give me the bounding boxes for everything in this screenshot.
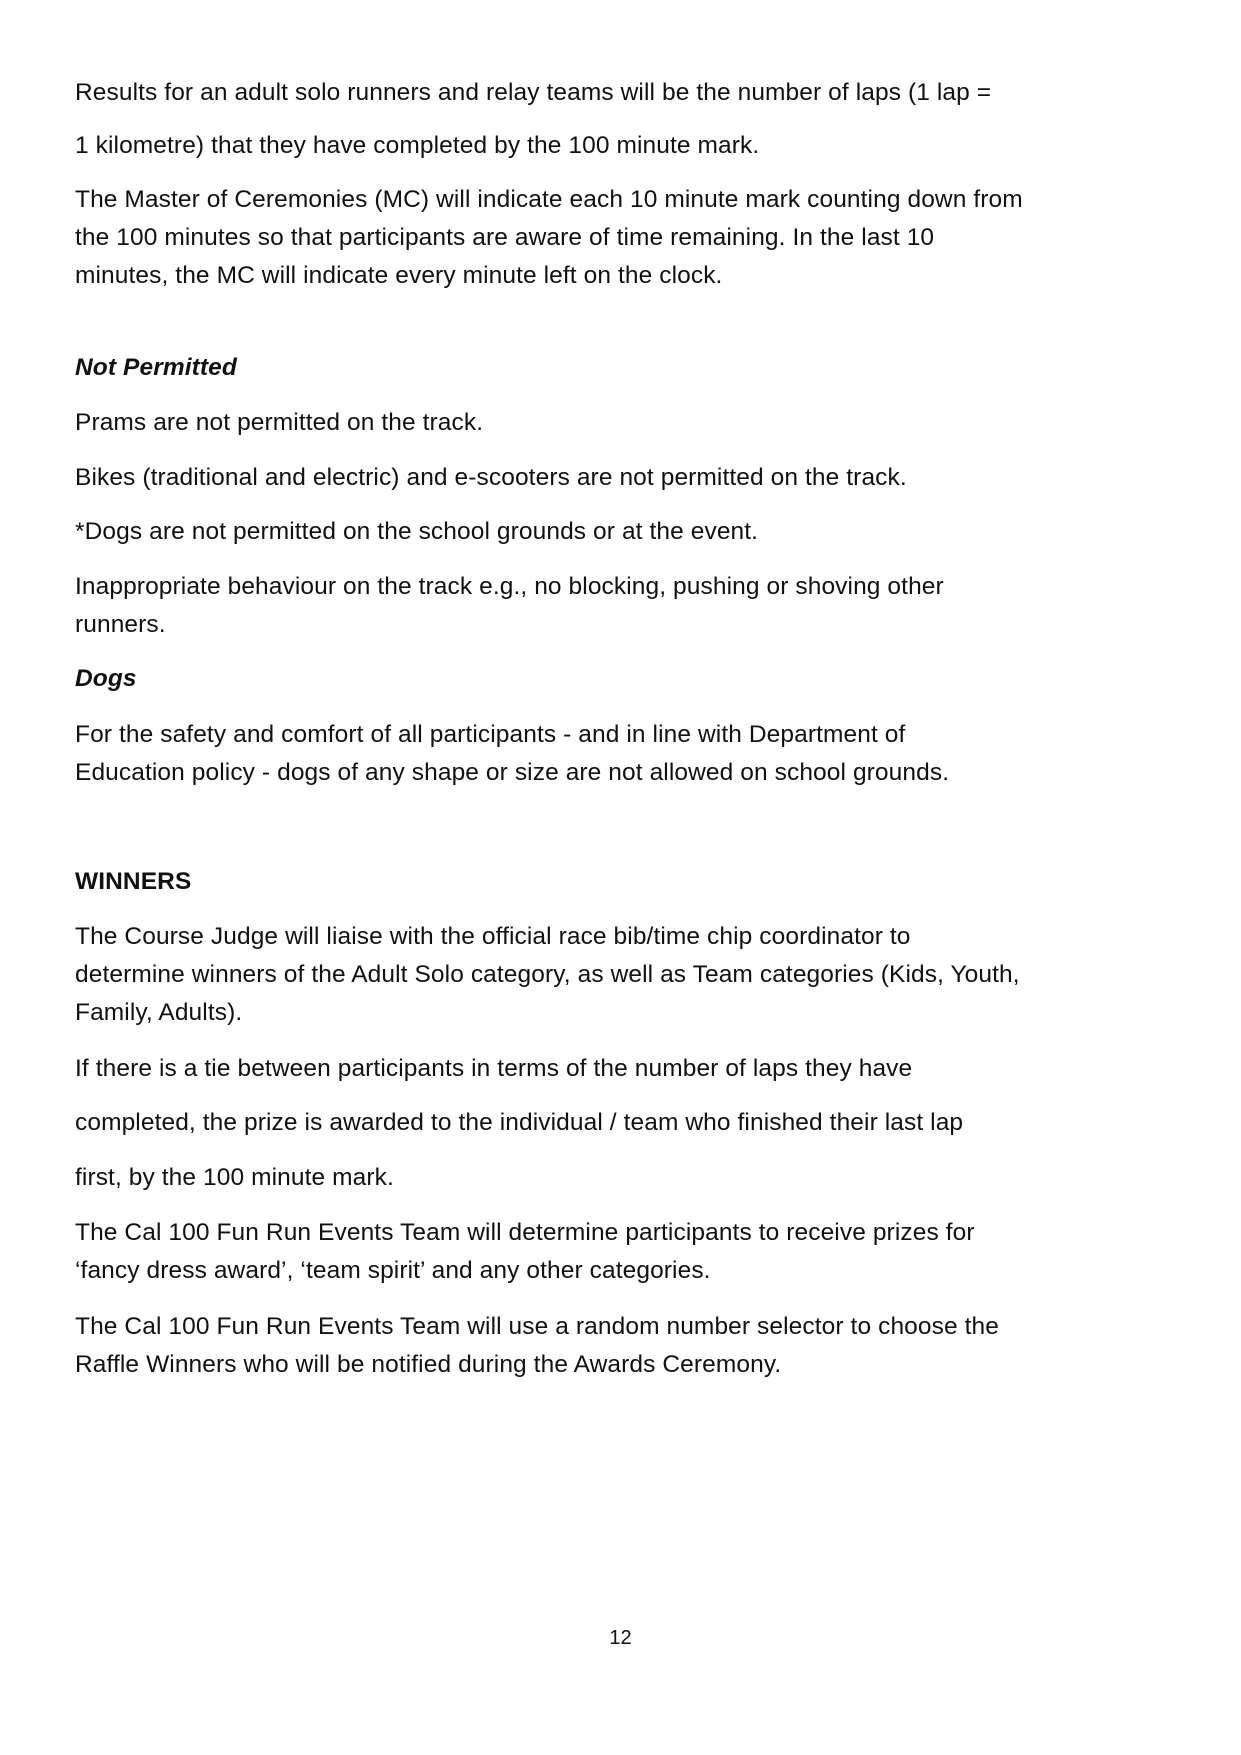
mc-paragraph-line: minutes, the MC will indicate every minute left on the clock. — [75, 262, 723, 289]
page-number: 12 — [609, 1627, 632, 1649]
not-permitted-heading: Not Permitted — [75, 354, 237, 381]
winners-paragraph-line: The Course Judge will liaise with the official race bib/time chip coordinator to — [75, 923, 911, 950]
prizes-paragraph-line: The Cal 100 Fun Run Events Team will determine participants to receive prizes for — [75, 1219, 975, 1246]
not-permitted-item: Prams are not permitted on the track. — [75, 409, 484, 436]
raffle-paragraph-line: Raffle Winners who will be notified during the Awards Ceremony. — [75, 1351, 782, 1378]
winners-paragraph-line: determine winners of the Adult Solo category, as well as Team categories (Kids, Youth, — [75, 961, 1020, 988]
results-paragraph-line: Results for an adult solo runners and relay teams will be the number of laps (1 lap = — [75, 79, 992, 106]
mc-paragraph-line: The Master of Ceremonies (MC) will indicate each 10 minute mark counting down from — [75, 186, 1023, 213]
raffle-paragraph-line: The Cal 100 Fun Run Events Team will use a random number selector to choose the — [75, 1313, 999, 1340]
tie-paragraph-line: If there is a tie between participants in terms of the number of laps they have — [75, 1055, 913, 1082]
tie-paragraph-line: completed, the prize is awarded to the individual / team who finished their last lap — [75, 1109, 964, 1136]
not-permitted-item: runners. — [75, 611, 166, 638]
mc-paragraph-line: the 100 minutes so that participants are aware of time remaining. In the last 10 — [75, 224, 935, 251]
not-permitted-item: *Dogs are not permitted on the school grounds or at the event. — [75, 518, 759, 545]
dogs-heading: Dogs — [75, 665, 137, 692]
winners-paragraph-line: Family, Adults). — [75, 999, 243, 1026]
dogs-paragraph-line: For the safety and comfort of all participants - and in line with Department of — [75, 721, 906, 748]
dogs-paragraph-line: Education policy - dogs of any shape or size are not allowed on school grounds. — [75, 759, 950, 786]
not-permitted-item: Inappropriate behaviour on the track e.g., no blocking, pushing or shoving other — [75, 573, 944, 600]
winners-heading: WINNERS — [75, 868, 192, 895]
not-permitted-item: Bikes (traditional and electric) and e-scooters are not permitted on the track. — [75, 464, 907, 491]
results-paragraph-line: 1 kilometre) that they have completed by the 100 minute mark. — [75, 132, 760, 159]
document-page — [75, 0, 1175, 1755]
tie-paragraph-line: first, by the 100 minute mark. — [75, 1164, 394, 1191]
prizes-paragraph-line: ‘fancy dress award’, ‘team spirit’ and any other categories. — [75, 1257, 711, 1284]
